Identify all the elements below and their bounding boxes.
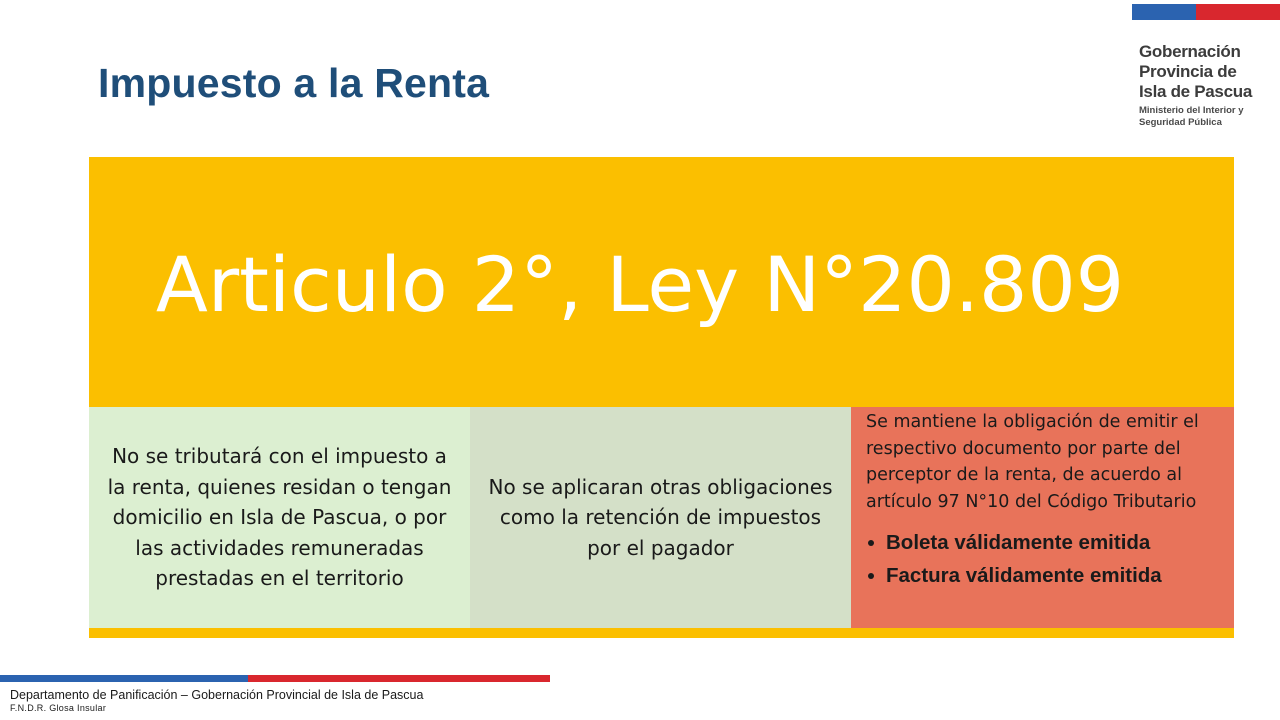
column-residents: [89, 407, 470, 628]
footer-program: F.N.D.R. Glosa Insular: [10, 703, 107, 713]
bullet-dot-icon: [868, 540, 874, 546]
footer-stripe: [0, 675, 550, 682]
logo-line-3: Isla de Pascua: [1139, 82, 1252, 101]
logo-line-2: Provincia de: [1139, 62, 1237, 81]
logo-ministry: [1139, 105, 1277, 129]
government-logo: [1139, 42, 1277, 129]
flag-stripe: [1132, 4, 1280, 20]
flag-blue-segment: [1132, 4, 1196, 20]
column-documents: [851, 407, 1234, 628]
document-bullet-list: [866, 526, 1216, 592]
logo-sub-line-2: Seguridad Pública: [1139, 117, 1222, 128]
bullet-boleta: [866, 526, 1216, 559]
column-2-text: No se aplicaran otras obligaciones como la retención de impuestos por el pagador: [488, 474, 833, 560]
logo-sub-line-1: Ministerio del Interior y: [1139, 105, 1244, 116]
bullet-factura-text: Factura válidamente emitida: [886, 564, 1162, 587]
footer-department: Departamento de Panificación – Gobernación Provincial de Isla de Pascua: [10, 688, 424, 702]
content-columns: [89, 407, 1234, 628]
page-title: Impuesto a la Renta: [98, 60, 490, 106]
footer-stripe-blue: [0, 675, 248, 682]
bullet-dot-icon: [868, 573, 874, 579]
flag-red-segment: [1196, 4, 1280, 20]
footer-stripe-red: [248, 675, 550, 682]
column-obligations: [470, 407, 851, 628]
logo-line-1: Gobernación: [1139, 42, 1241, 61]
article-heading: Articulo 2°, Ley N°20.809: [155, 240, 1125, 329]
column-3-text: Se mantiene la obligación de emitir el respectivo documento por parte del perceptor de la renta, de acuerdo al artículo 97 N°10 del Código Tributario: [866, 412, 1199, 512]
bullet-boleta-text: Boleta válidamente emitida: [886, 531, 1151, 554]
column-1-text: No se tributará con el impuesto a la renta, quienes residan o tengan domicilio en Isla de Pascua, o por las actividades remuneradas prestadas en el territorio: [107, 444, 452, 591]
bullet-factura: [866, 559, 1216, 592]
